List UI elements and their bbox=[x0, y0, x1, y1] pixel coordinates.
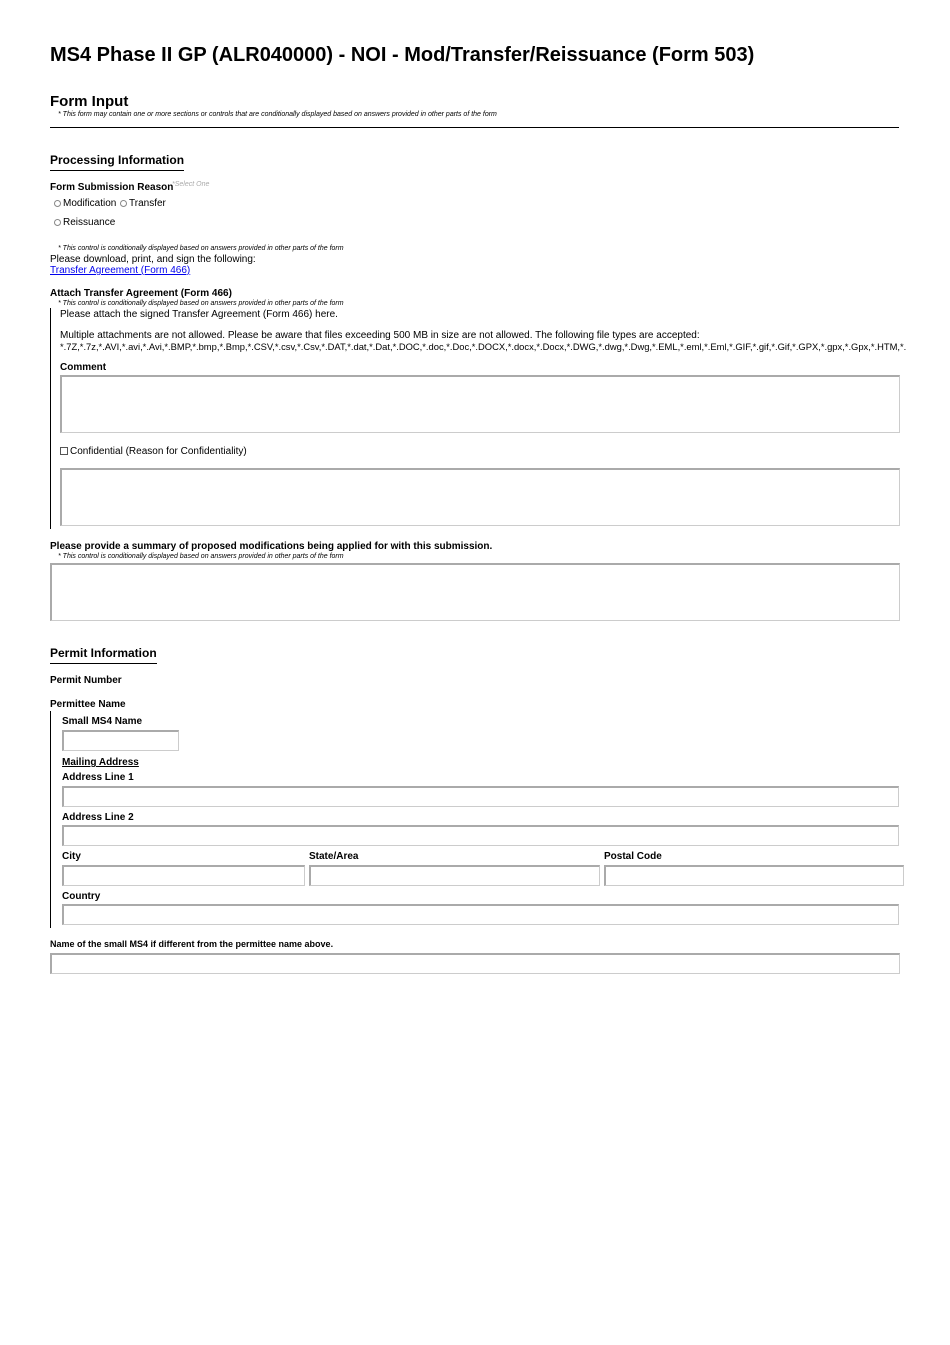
radio-reissuance[interactable] bbox=[54, 217, 115, 228]
radio-label: Reissuance bbox=[63, 217, 116, 228]
transfer-agreement-link[interactable]: Transfer Agreement (Form 466) bbox=[50, 265, 191, 276]
address1-label: Address Line 1 bbox=[62, 772, 134, 783]
radio-transfer[interactable] bbox=[120, 198, 166, 209]
city-input[interactable] bbox=[62, 865, 305, 886]
conditional-note: * This control is conditionally displayed based on answers provided in other parts of the form bbox=[58, 300, 344, 307]
radio-icon[interactable] bbox=[120, 200, 127, 207]
form-input-heading: Form Input bbox=[50, 93, 129, 110]
divider bbox=[50, 127, 899, 128]
section-bar bbox=[50, 711, 51, 928]
address2-label: Address Line 2 bbox=[62, 812, 134, 823]
confidential-checkbox[interactable] bbox=[60, 446, 247, 457]
attach-instructions: Please attach the signed Transfer Agreement (Form 466) here. bbox=[60, 309, 338, 320]
comment-label: Comment bbox=[60, 362, 107, 373]
file-types: *.7Z,*.7z,*.AVI,*.avi,*.Avi,*.BMP,*.bmp,*.Bmp,*.CSV,*.csv,*.Csv,*.DAT,*.dat,*.Dat,*.DOC,*.doc,*.Doc,*.DOCX,*.docx,*.Docx,*.DWG,*.dwg,*.Dwg,*.EML,*.eml,*.Eml,*.GIF,*.gif,*.Gif,*.GPX,*.gpx,*.Gpx,*.HTM,*. bbox=[60, 341, 907, 352]
attach-label: Attach Transfer Agreement (Form 466) bbox=[50, 288, 232, 299]
summary-textarea[interactable] bbox=[50, 563, 900, 621]
reason-hint: *Select One bbox=[172, 181, 210, 188]
small-ms4-name-input[interactable] bbox=[62, 730, 179, 751]
download-text: Please download, print, and sign the following: bbox=[50, 254, 256, 265]
country-input[interactable] bbox=[62, 904, 899, 925]
alt-name-label: Name of the small MS4 if different from the permittee name above. bbox=[50, 939, 334, 949]
permit-heading: Permit Information bbox=[50, 646, 157, 664]
confidentiality-textarea[interactable] bbox=[60, 468, 900, 526]
reason-label: Form Submission Reason bbox=[50, 182, 174, 193]
small-ms4-name-label: Small MS4 Name bbox=[62, 716, 143, 727]
radio-icon[interactable] bbox=[54, 219, 61, 226]
city-label: City bbox=[62, 851, 81, 862]
alt-name-input[interactable] bbox=[50, 953, 900, 974]
conditional-note: * This control is conditionally displayed based on answers provided in other parts of the form bbox=[58, 245, 344, 252]
permit-number-label: Permit Number bbox=[50, 675, 122, 686]
permittee-name-label: Permittee Name bbox=[50, 699, 126, 710]
comment-textarea[interactable] bbox=[60, 375, 900, 433]
postal-code-label: Postal Code bbox=[604, 851, 662, 862]
country-label: Country bbox=[62, 891, 101, 902]
postal-code-input[interactable] bbox=[604, 865, 904, 886]
address2-input[interactable] bbox=[62, 825, 899, 846]
attach-rules: Multiple attachments are not allowed. Please be aware that files exceeding 500 MB in size are not allowed. The following file types are accepted: bbox=[60, 330, 700, 341]
page-title: MS4 Phase II GP (ALR040000) - NOI - Mod/Transfer/Reissuance (Form 503) bbox=[50, 44, 755, 66]
form-input-note: * This form may contain one or more sections or controls that are conditionally displayed based on answers provided in other parts of the form bbox=[58, 111, 497, 118]
section-bar bbox=[50, 308, 51, 529]
radio-icon[interactable] bbox=[54, 200, 61, 207]
checkbox-label: Confidential (Reason for Confidentiality) bbox=[70, 446, 247, 457]
state-label: State/Area bbox=[309, 851, 359, 862]
processing-heading: Processing Information bbox=[50, 153, 184, 171]
radio-label: Modification bbox=[63, 198, 117, 209]
checkbox-icon[interactable] bbox=[60, 447, 68, 455]
conditional-note: * This control is conditionally displayed based on answers provided in other parts of the form bbox=[58, 553, 344, 560]
radio-label: Transfer bbox=[129, 198, 166, 209]
mailing-address-label: Mailing Address bbox=[62, 757, 139, 768]
state-input[interactable] bbox=[309, 865, 600, 886]
summary-label: Please provide a summary of proposed modifications being applied for with this submission. bbox=[50, 541, 493, 552]
radio-modification[interactable] bbox=[54, 198, 116, 209]
address1-input[interactable] bbox=[62, 786, 899, 807]
